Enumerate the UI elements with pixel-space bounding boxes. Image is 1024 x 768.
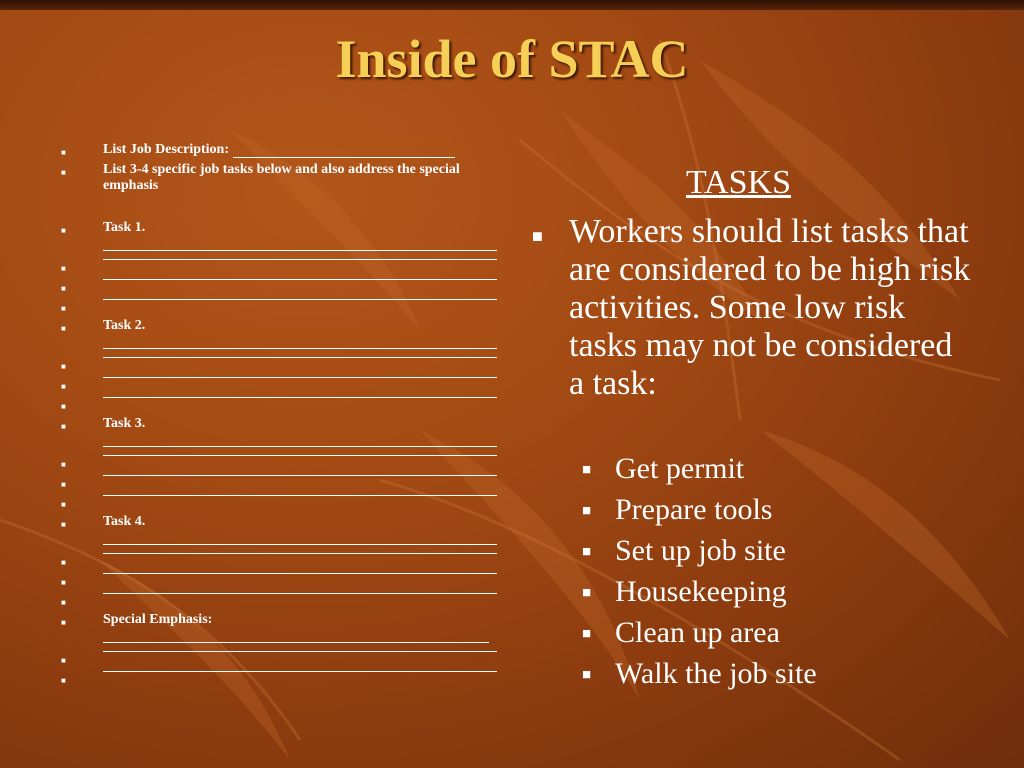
square-bullet-icon: ■ — [582, 667, 592, 683]
task-1-label: Task 1. — [103, 220, 146, 235]
list-item — [58, 298, 498, 317]
square-bullet-icon: ■ — [582, 626, 592, 642]
square-bullet-icon: ■ — [61, 382, 66, 391]
task-4-blank — [103, 530, 497, 545]
blank-line — [103, 372, 497, 378]
blank-line — [103, 352, 497, 358]
blank-line — [103, 548, 497, 554]
job-description-blank — [233, 145, 455, 158]
square-bullet-icon: ■ — [532, 226, 543, 246]
square-bullet-icon: ■ — [61, 284, 66, 293]
square-bullet-icon: ■ — [61, 500, 66, 509]
square-bullet-icon: ■ — [61, 656, 66, 665]
special-emphasis-label: Special Emphasis: — [103, 612, 213, 627]
list-item — [58, 142, 498, 161]
blank-line — [103, 666, 497, 672]
list-item — [58, 220, 498, 251]
square-bullet-icon: ■ — [61, 226, 66, 235]
blank-line — [103, 490, 497, 496]
list-item — [582, 653, 982, 694]
sub-point-text: Walk the job site — [615, 657, 817, 690]
square-bullet-icon: ■ — [61, 520, 66, 529]
list-item — [58, 416, 498, 447]
special-emphasis-blank — [103, 628, 489, 643]
list-item — [582, 448, 982, 489]
blank-line — [103, 274, 497, 280]
list-item — [582, 612, 982, 653]
blank-line — [103, 568, 497, 574]
list-item — [58, 592, 498, 611]
square-bullet-icon: ■ — [582, 544, 592, 560]
square-bullet-icon: ■ — [61, 598, 66, 607]
sub-point-text: Clean up area — [615, 616, 780, 649]
list-item — [58, 396, 498, 415]
task-2-label: Task 2. — [103, 318, 146, 333]
task-2-blank — [103, 334, 497, 349]
square-bullet-icon: ■ — [61, 676, 66, 685]
square-bullet-icon: ■ — [61, 168, 66, 177]
square-bullet-icon: ■ — [61, 618, 66, 627]
square-bullet-icon: ■ — [61, 558, 66, 567]
blank-line — [103, 450, 497, 456]
square-bullet-icon: ■ — [61, 324, 66, 333]
tasks-heading: TASKS — [686, 164, 791, 201]
list-item — [58, 162, 498, 194]
list-item — [582, 489, 982, 530]
sub-point-text: Get permit — [615, 452, 745, 485]
list-item — [58, 318, 498, 349]
sub-point-text: Prepare tools — [615, 493, 773, 526]
task-3-label: Task 3. — [103, 416, 146, 431]
blank-line — [103, 294, 497, 300]
job-description-label: List Job Description: — [103, 142, 229, 157]
square-bullet-icon: ■ — [61, 480, 66, 489]
square-bullet-icon: ■ — [61, 148, 66, 157]
main-point-text: Workers should list tasks that are considered to be high risk activities. Some low risk tasks may not be considered a task: — [569, 213, 971, 402]
blank-line — [103, 254, 497, 260]
task-3-blank — [103, 432, 497, 447]
square-bullet-icon: ■ — [582, 503, 592, 519]
square-bullet-icon: ■ — [61, 264, 66, 273]
list-item — [58, 670, 498, 689]
main-point — [532, 213, 972, 403]
blank-line — [103, 588, 497, 594]
blank-line — [103, 646, 497, 652]
list-item — [58, 514, 498, 545]
square-bullet-icon: ■ — [582, 585, 592, 601]
square-bullet-icon: ■ — [61, 422, 66, 431]
list-item — [58, 494, 498, 513]
square-bullet-icon: ■ — [61, 304, 66, 313]
square-bullet-icon: ■ — [61, 402, 66, 411]
list-item — [582, 571, 982, 612]
task-examples-list — [582, 448, 982, 694]
list-item — [58, 612, 498, 643]
square-bullet-icon: ■ — [61, 578, 66, 587]
sub-point-text: Set up job site — [615, 534, 786, 567]
square-bullet-icon: ■ — [582, 462, 592, 478]
task-4-label: Task 4. — [103, 514, 146, 529]
blank-line — [103, 470, 497, 476]
square-bullet-icon: ■ — [61, 460, 66, 469]
blank-line — [103, 392, 497, 398]
slide-title: Inside of STAC — [335, 29, 689, 89]
sub-point-text: Housekeeping — [615, 575, 787, 608]
list-item — [582, 530, 982, 571]
square-bullet-icon: ■ — [61, 362, 66, 371]
task-1-blank — [103, 236, 497, 251]
instructions-text: List 3-4 specific job tasks below and also address the special emphasis — [103, 162, 460, 193]
